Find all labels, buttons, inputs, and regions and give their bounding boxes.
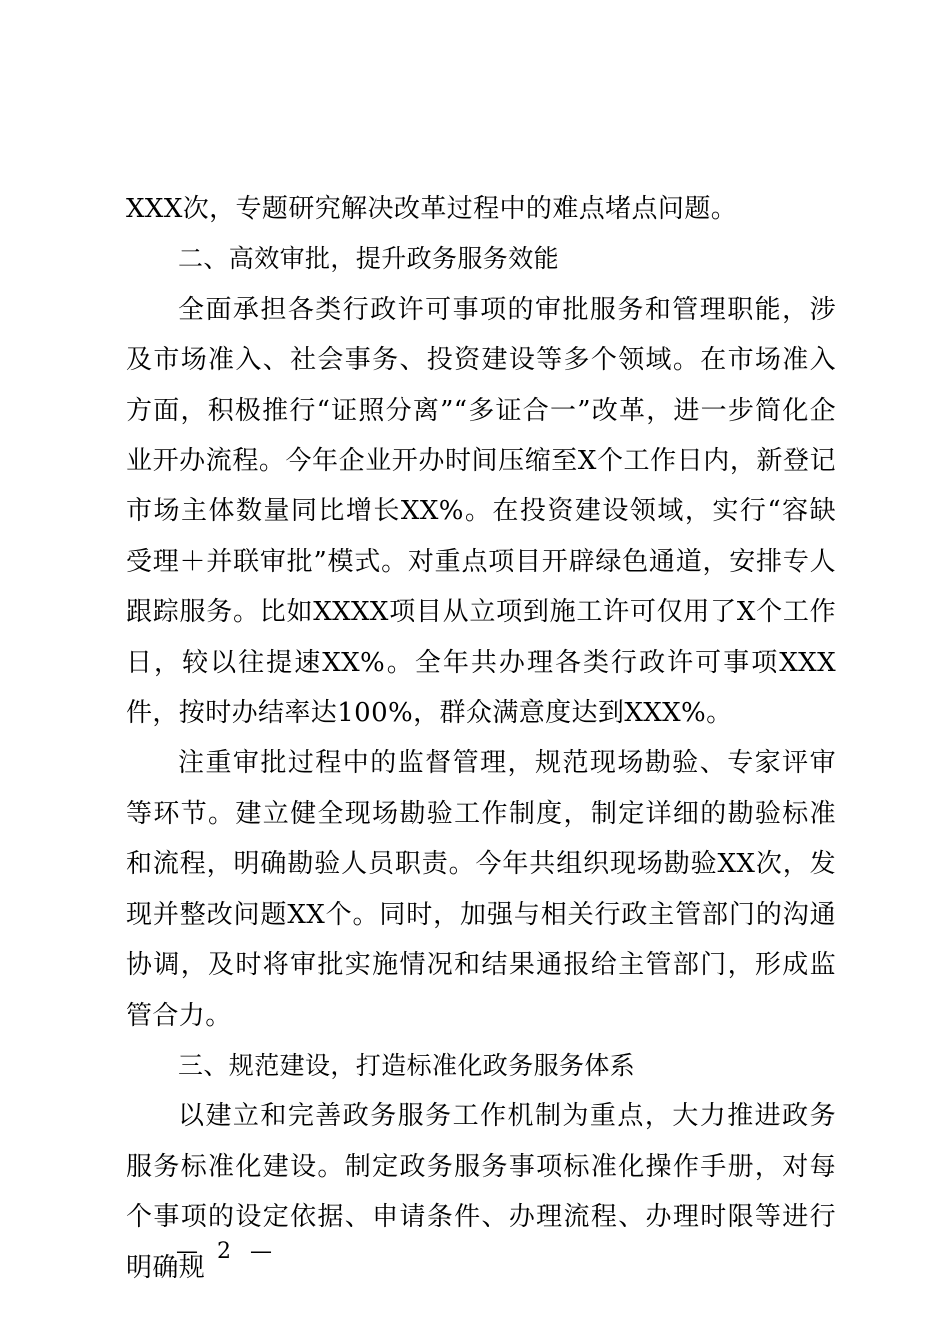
paragraph-approval-services: 全面承担各类行政许可事项的审批服务和管理职能，涉及市场准入、社会事务、投资建设等多个领域。在市场准入方面，积极推行“证照分离”“多证合一”改革，进一步简化企业开办流程。今年企业开办时间压缩至X个工作日内，新登记市场主体数量同比增长XX%。在投资建设领域，实行“容缺受理＋并联审批”模式。对重点项目开辟绿色通道，安排专人跟踪服务。比如XXXX项目从立项到施工许可仅用了X个工作日，较以往提速XX%。全年共办理各类行政许可事项XXX件，按时办结率达100%，群众满意度达到XXX%。 (126, 294, 836, 729)
section-heading-3: 三、规范建设，打造标准化政务服务体系 (178, 1050, 636, 1080)
page-number: — 2 — (176, 1239, 278, 1264)
document-body (126, 184, 836, 1293)
paragraph-supervision: 注重审批过程中的监督管理，规范现场勘验、专家评审等环节。建立健全现场勘验工作制度，制定详细的勘验标准和流程，明确勘验人员职责。今年共组织现场勘验XX次，发现并整改问题XX个。同时，加强与相关行政主管部门的沟通协调，及时将审批实施情况和结果通报给主管部门，形成监管合力。 (126, 748, 836, 1031)
paragraph-continued: XXX次，专题研究解决改革过程中的难点堵点问题。 (126, 194, 738, 224)
paragraph-standardization: 以建立和完善政务服务工作机制为重点，大力推进政务服务标准化建设。制定政务服务事项标准化操作手册，对每个事项的设定依据、申请条件、办理流程、办理时限等进行明确规 (126, 1101, 836, 1283)
section-heading-2: 二、高效审批，提升政务服务效能 (178, 244, 560, 274)
